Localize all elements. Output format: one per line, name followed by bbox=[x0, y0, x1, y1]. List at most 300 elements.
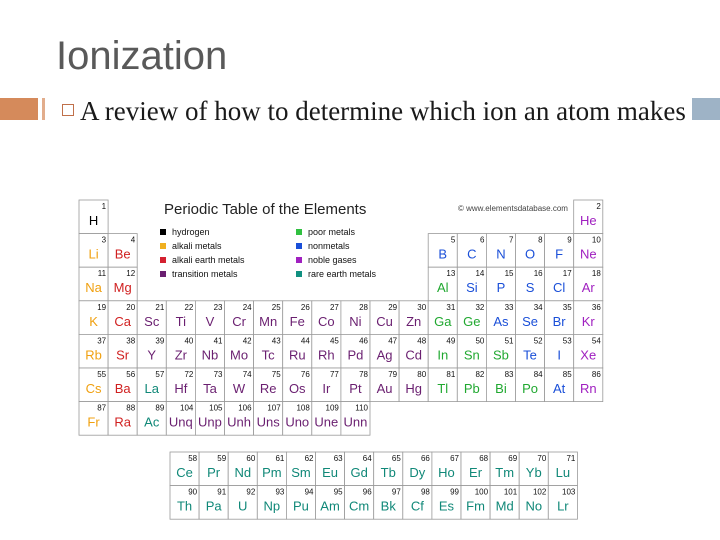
element-symbol: U bbox=[238, 498, 248, 514]
element-number: 96 bbox=[362, 487, 372, 497]
element-symbol: In bbox=[437, 347, 449, 363]
actinide-Cf bbox=[403, 486, 432, 520]
element-number: 15 bbox=[504, 269, 514, 279]
element-number: 13 bbox=[446, 269, 456, 279]
actinide-Th bbox=[170, 486, 199, 520]
legend-swatch bbox=[296, 229, 302, 235]
element-number: 45 bbox=[329, 336, 339, 346]
element-number: 29 bbox=[388, 302, 398, 312]
legend-label: poor metals bbox=[308, 227, 356, 237]
element-symbol: Ta bbox=[203, 381, 217, 396]
element-Rn bbox=[574, 368, 603, 402]
element-symbol: V bbox=[205, 313, 215, 329]
element-symbol: Ge bbox=[463, 313, 481, 329]
element-symbol: Ag bbox=[376, 347, 393, 363]
element-symbol: Fm bbox=[466, 498, 485, 514]
element-Kr bbox=[574, 301, 603, 335]
element-symbol: Er bbox=[469, 465, 483, 480]
element-Xe bbox=[574, 334, 603, 368]
element-symbol: Si bbox=[466, 280, 478, 296]
element-number: 71 bbox=[566, 454, 576, 463]
lanthanide-Pr bbox=[199, 452, 228, 486]
element-Ba bbox=[108, 368, 137, 402]
element-symbol: Tl bbox=[437, 381, 449, 396]
element-symbol: Au bbox=[376, 381, 393, 396]
element-symbol: Th bbox=[176, 498, 193, 514]
element-number: 63 bbox=[333, 454, 343, 463]
element-Te bbox=[516, 334, 545, 368]
element-number: 47 bbox=[388, 336, 398, 346]
element-number: 6 bbox=[479, 235, 485, 245]
element-number: 37 bbox=[97, 336, 107, 346]
element-symbol: Ni bbox=[349, 313, 362, 329]
legend-swatch bbox=[160, 229, 166, 235]
element-symbol: C bbox=[467, 246, 477, 262]
element-symbol: Unh bbox=[227, 414, 251, 430]
element-He bbox=[574, 200, 603, 234]
element-number: 35 bbox=[562, 302, 572, 312]
element-symbol: Uno bbox=[285, 414, 310, 430]
element-number: 46 bbox=[359, 336, 368, 346]
element-symbol: Lr bbox=[557, 498, 569, 514]
element-number: 90 bbox=[188, 487, 198, 497]
element-Zr bbox=[166, 334, 195, 368]
element-Unq bbox=[166, 402, 195, 436]
element-number: 59 bbox=[217, 454, 227, 463]
element-number: 26 bbox=[300, 302, 310, 312]
element-symbol: Co bbox=[318, 313, 335, 329]
element-number: 17 bbox=[562, 269, 572, 279]
element-number: 100 bbox=[474, 487, 489, 497]
element-symbol: Li bbox=[88, 246, 99, 262]
element-Ag bbox=[370, 334, 399, 368]
actinide-U bbox=[228, 486, 257, 520]
element-number: 53 bbox=[562, 336, 572, 346]
element-symbol: Gd bbox=[350, 465, 368, 480]
element-Ra bbox=[108, 402, 137, 436]
element-Rb bbox=[79, 334, 108, 368]
legend-swatch bbox=[296, 243, 302, 249]
element-Ar bbox=[574, 267, 603, 301]
element-number: 23 bbox=[213, 302, 223, 312]
element-symbol: K bbox=[89, 313, 98, 329]
element-S bbox=[516, 267, 545, 301]
element-number: 84 bbox=[533, 370, 543, 379]
element-symbol: Po bbox=[522, 381, 539, 396]
element-Sb bbox=[486, 334, 515, 368]
element-number: 75 bbox=[271, 370, 281, 379]
element-symbol: Pb bbox=[463, 381, 480, 396]
actinide-Fm bbox=[461, 486, 490, 520]
element-symbol: Xe bbox=[580, 347, 597, 363]
element-number: 20 bbox=[126, 302, 136, 312]
element-number: 67 bbox=[450, 454, 459, 463]
element-Unp bbox=[195, 402, 224, 436]
element-symbol: Ca bbox=[114, 313, 131, 329]
element-Cr bbox=[225, 301, 254, 335]
element-symbol: Tb bbox=[380, 465, 396, 480]
element-symbol: At bbox=[553, 381, 566, 396]
element-number: 32 bbox=[475, 302, 485, 312]
lanthanide-Eu bbox=[316, 452, 345, 486]
element-symbol: Ra bbox=[114, 414, 131, 430]
element-number: 52 bbox=[533, 336, 543, 346]
element-Uns bbox=[254, 402, 283, 436]
element-symbol: Unq bbox=[168, 414, 193, 430]
element-symbol: Br bbox=[552, 313, 566, 329]
element-H bbox=[79, 200, 108, 234]
element-symbol: W bbox=[232, 381, 246, 396]
element-number: 8 bbox=[538, 235, 543, 245]
element-number: 44 bbox=[300, 336, 310, 346]
lanthanide-Lu bbox=[548, 452, 577, 486]
element-symbol: Eu bbox=[322, 465, 339, 480]
element-Ac bbox=[137, 402, 166, 436]
element-symbol: Ac bbox=[144, 414, 160, 430]
element-number: 3 bbox=[101, 235, 107, 245]
element-number: 107 bbox=[267, 403, 281, 413]
element-number: 14 bbox=[475, 269, 485, 279]
element-number: 86 bbox=[591, 370, 601, 379]
element-Pd bbox=[341, 334, 370, 368]
element-symbol: Fr bbox=[87, 414, 100, 430]
element-symbol: Tc bbox=[261, 347, 275, 363]
element-La bbox=[137, 368, 166, 402]
element-symbol: Cm bbox=[349, 498, 370, 514]
legend-label: noble gases bbox=[308, 255, 357, 265]
element-In bbox=[428, 334, 457, 368]
element-symbol: La bbox=[144, 381, 159, 396]
element-symbol: Sr bbox=[116, 347, 130, 363]
element-symbol: Hg bbox=[405, 381, 422, 396]
lanthanide-Er bbox=[461, 452, 490, 486]
element-symbol: Ne bbox=[579, 246, 597, 262]
element-V bbox=[195, 301, 224, 335]
element-symbol: Pa bbox=[205, 498, 222, 514]
element-number: 24 bbox=[242, 302, 252, 312]
element-symbol: H bbox=[88, 213, 99, 228]
bullet-square-icon bbox=[62, 104, 74, 116]
element-symbol: B bbox=[438, 246, 448, 262]
element-number: 103 bbox=[562, 487, 576, 497]
element-number: 4 bbox=[130, 235, 136, 245]
element-Tl bbox=[428, 368, 457, 402]
accent-bar-left-thin bbox=[42, 98, 45, 120]
element-symbol: Sb bbox=[492, 347, 509, 363]
element-number: 64 bbox=[362, 454, 372, 463]
element-symbol: Hf bbox=[174, 381, 188, 396]
element-Rh bbox=[312, 334, 341, 368]
element-B bbox=[428, 234, 457, 268]
element-number: 27 bbox=[329, 302, 339, 312]
element-number: 28 bbox=[359, 302, 368, 312]
element-symbol: Pr bbox=[207, 465, 221, 480]
element-symbol: I bbox=[557, 347, 561, 363]
accent-bar-right bbox=[692, 98, 720, 120]
element-symbol: Zn bbox=[406, 313, 422, 329]
element-number: 18 bbox=[591, 269, 601, 279]
bullet-text: A review of how to determine which ion an atom makes bbox=[80, 96, 686, 126]
element-number: 62 bbox=[304, 454, 314, 463]
lanthanide-Gd bbox=[345, 452, 374, 486]
actinide-Am bbox=[316, 486, 345, 520]
periodic-table bbox=[78, 197, 618, 525]
element-symbol: No bbox=[525, 498, 543, 514]
element-symbol: Bi bbox=[495, 381, 507, 396]
legend-swatch bbox=[160, 243, 166, 249]
element-symbol: Mg bbox=[113, 280, 132, 296]
legend-label: rare earth metals bbox=[308, 269, 377, 279]
element-Mn bbox=[254, 301, 283, 335]
element-Au bbox=[370, 368, 399, 402]
actinide-Pu bbox=[286, 486, 315, 520]
element-symbol: Os bbox=[288, 381, 306, 396]
element-symbol: Mn bbox=[259, 313, 278, 329]
element-Ge bbox=[457, 301, 486, 335]
element-number: 82 bbox=[475, 370, 485, 379]
element-number: 1 bbox=[101, 202, 107, 211]
element-symbol: Ir bbox=[322, 381, 331, 396]
element-number: 83 bbox=[504, 370, 514, 379]
element-number: 105 bbox=[209, 403, 223, 413]
element-Li bbox=[79, 234, 108, 268]
element-Une bbox=[312, 402, 341, 436]
element-number: 79 bbox=[388, 370, 398, 379]
element-number: 56 bbox=[126, 370, 136, 379]
element-Ni bbox=[341, 301, 370, 335]
element-number: 48 bbox=[417, 336, 427, 346]
lanthanide-Sm bbox=[286, 452, 315, 486]
lanthanide-Tb bbox=[374, 452, 403, 486]
element-number: 101 bbox=[503, 487, 518, 497]
element-symbol: Y bbox=[147, 347, 157, 363]
element-Y bbox=[137, 334, 166, 368]
element-symbol: Ru bbox=[288, 347, 306, 363]
element-symbol: Am bbox=[320, 498, 340, 514]
lanthanide-Dy bbox=[403, 452, 432, 486]
element-number: 41 bbox=[213, 336, 223, 346]
element-number: 94 bbox=[304, 487, 314, 497]
element-number: 85 bbox=[562, 370, 572, 379]
element-number: 69 bbox=[508, 454, 518, 463]
element-Sc bbox=[137, 301, 166, 335]
element-Nb bbox=[195, 334, 224, 368]
element-symbol: As bbox=[493, 313, 509, 329]
legend-label: hydrogen bbox=[172, 227, 210, 237]
lanthanide-Ce bbox=[170, 452, 199, 486]
element-symbol: Es bbox=[438, 498, 455, 514]
element-Ti bbox=[166, 301, 195, 335]
element-Hg bbox=[399, 368, 428, 402]
element-symbol: Md bbox=[495, 498, 514, 514]
element-number: 78 bbox=[359, 370, 368, 379]
element-symbol: Te bbox=[523, 347, 537, 363]
actinide-Cm bbox=[345, 486, 374, 520]
element-symbol: Yb bbox=[525, 465, 542, 480]
element-Ru bbox=[283, 334, 312, 368]
element-Sr bbox=[108, 334, 137, 368]
lanthanide-Yb bbox=[519, 452, 548, 486]
lanthanide-Ho bbox=[432, 452, 461, 486]
element-symbol: Be bbox=[114, 246, 131, 262]
element-N bbox=[486, 234, 515, 268]
element-symbol: Na bbox=[85, 280, 102, 296]
element-Mo bbox=[225, 334, 254, 368]
element-F bbox=[545, 234, 574, 268]
actinide-Bk bbox=[374, 486, 403, 520]
element-number: 60 bbox=[246, 454, 256, 463]
element-As bbox=[486, 301, 515, 335]
slide-title: Ionization bbox=[56, 34, 228, 78]
element-number: 25 bbox=[271, 302, 281, 312]
element-W bbox=[225, 368, 254, 402]
element-number: 95 bbox=[333, 487, 343, 497]
element-number: 30 bbox=[417, 302, 427, 312]
element-symbol: Cd bbox=[405, 347, 422, 363]
element-Ne bbox=[574, 234, 603, 268]
element-Fe bbox=[283, 301, 312, 335]
element-Cd bbox=[399, 334, 428, 368]
element-symbol: Ho bbox=[438, 465, 455, 480]
element-symbol: Cs bbox=[85, 381, 102, 396]
element-number: 102 bbox=[532, 487, 547, 497]
element-number: 98 bbox=[420, 487, 430, 497]
element-symbol: F bbox=[555, 246, 564, 262]
legend-swatch bbox=[296, 271, 302, 277]
element-number: 91 bbox=[217, 487, 227, 497]
element-Se bbox=[516, 301, 545, 335]
element-Ir bbox=[312, 368, 341, 402]
element-number: 80 bbox=[417, 370, 427, 379]
element-symbol: Pu bbox=[292, 498, 309, 514]
element-number: 12 bbox=[126, 269, 136, 279]
element-symbol: Fe bbox=[289, 313, 305, 329]
element-Si bbox=[457, 267, 486, 301]
element-number: 65 bbox=[391, 454, 401, 463]
element-number: 54 bbox=[591, 336, 601, 346]
element-symbol: Pd bbox=[347, 347, 364, 363]
element-number: 92 bbox=[246, 487, 256, 497]
element-number: 77 bbox=[329, 370, 339, 379]
element-symbol: Cr bbox=[232, 313, 246, 329]
element-Bi bbox=[486, 368, 515, 402]
element-Pb bbox=[457, 368, 486, 402]
legend-swatch bbox=[296, 257, 302, 263]
accent-bar-left bbox=[0, 98, 38, 120]
element-Uno bbox=[283, 402, 312, 436]
element-symbol: Zr bbox=[174, 347, 187, 363]
element-number: 7 bbox=[509, 235, 514, 245]
element-number: 110 bbox=[355, 403, 368, 413]
element-P bbox=[486, 267, 515, 301]
element-symbol: Uns bbox=[256, 414, 280, 430]
element-Cl bbox=[545, 267, 574, 301]
element-symbol: Nd bbox=[234, 465, 252, 480]
element-number: 5 bbox=[450, 235, 456, 245]
element-number: 89 bbox=[155, 403, 165, 413]
element-number: 81 bbox=[446, 370, 456, 379]
element-number: 38 bbox=[126, 336, 136, 346]
element-symbol: Unn bbox=[343, 414, 368, 430]
element-number: 19 bbox=[97, 302, 107, 312]
element-symbol: Unp bbox=[198, 414, 222, 430]
element-symbol: Pm bbox=[262, 465, 282, 480]
element-symbol: Rb bbox=[85, 347, 102, 363]
actinide-Es bbox=[432, 486, 461, 520]
element-Ta bbox=[195, 368, 224, 402]
element-number: 109 bbox=[325, 403, 339, 413]
element-symbol: Mo bbox=[230, 347, 249, 363]
legend-label: nonmetals bbox=[308, 241, 350, 251]
element-Ca bbox=[108, 301, 137, 335]
element-number: 34 bbox=[533, 302, 543, 312]
periodic-table-title: Periodic Table of the Elements bbox=[164, 201, 367, 218]
element-symbol: Se bbox=[522, 313, 539, 329]
element-symbol: Np bbox=[263, 498, 281, 514]
element-number: 22 bbox=[184, 302, 194, 312]
element-Re bbox=[254, 368, 283, 402]
element-number: 11 bbox=[97, 269, 107, 279]
legend-label: transition metals bbox=[172, 269, 238, 279]
element-number: 51 bbox=[504, 336, 514, 346]
element-number: 70 bbox=[537, 454, 547, 463]
element-number: 31 bbox=[446, 302, 456, 312]
lanthanide-Nd bbox=[228, 452, 257, 486]
element-Unh bbox=[225, 402, 254, 436]
element-number: 104 bbox=[180, 403, 194, 413]
element-symbol: Ti bbox=[175, 313, 187, 329]
periodic-table-source: © www.elementsdatabase.com bbox=[458, 204, 568, 213]
actinide-Lr bbox=[548, 486, 577, 520]
element-symbol: Sc bbox=[144, 313, 160, 329]
element-number: 2 bbox=[596, 202, 601, 211]
periodic-table-legend bbox=[160, 227, 377, 279]
element-symbol: P bbox=[496, 280, 506, 296]
legend-label: alkali metals bbox=[172, 241, 222, 251]
legend-label: alkali earth metals bbox=[172, 255, 245, 265]
element-symbol: Cf bbox=[410, 498, 424, 514]
element-symbol: Re bbox=[259, 381, 277, 396]
actinide-No bbox=[519, 486, 548, 520]
element-number: 76 bbox=[300, 370, 310, 379]
element-number: 66 bbox=[420, 454, 430, 463]
element-number: 57 bbox=[155, 370, 165, 379]
element-number: 49 bbox=[446, 336, 456, 346]
element-Tc bbox=[254, 334, 283, 368]
element-symbol: S bbox=[525, 280, 535, 296]
element-symbol: Nb bbox=[201, 347, 219, 363]
element-Al bbox=[428, 267, 457, 301]
element-Unn bbox=[341, 402, 370, 436]
element-number: 106 bbox=[238, 403, 252, 413]
element-Zn bbox=[399, 301, 428, 335]
element-symbol: Sn bbox=[463, 347, 480, 363]
element-symbol: Al bbox=[436, 280, 449, 296]
element-number: 68 bbox=[479, 454, 489, 463]
element-K bbox=[79, 301, 108, 335]
legend-swatch bbox=[160, 271, 166, 277]
element-number: 99 bbox=[450, 487, 459, 497]
element-symbol: Ba bbox=[114, 381, 131, 396]
element-number: 10 bbox=[591, 235, 601, 245]
element-number: 33 bbox=[504, 302, 514, 312]
element-symbol: Lu bbox=[555, 465, 571, 480]
element-symbol: Cu bbox=[376, 313, 393, 329]
element-symbol: Bk bbox=[380, 498, 396, 514]
actinide-Md bbox=[490, 486, 519, 520]
element-number: 97 bbox=[391, 487, 401, 497]
element-number: 93 bbox=[275, 487, 285, 497]
